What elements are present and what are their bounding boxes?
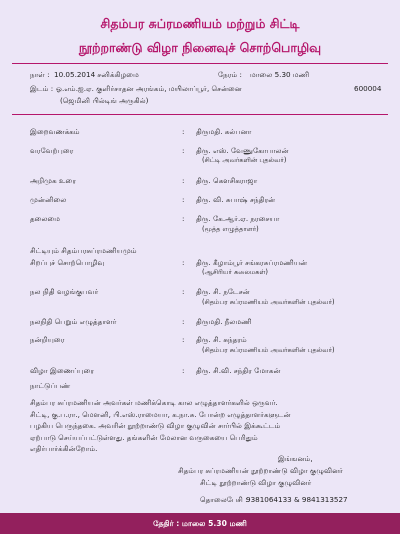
colon: :: [182, 287, 185, 296]
date-label: நாள் :: [30, 70, 50, 79]
role-presidency: தலைமை: [30, 214, 61, 223]
date-value: 10.05.2014 சனிக்கிழமை: [54, 70, 139, 79]
colon: :: [182, 366, 185, 375]
name-fund-giver: திரு. சி. நடேசன்: [196, 287, 250, 296]
role-vote-of-thanks: நன்றியுரை: [30, 335, 65, 344]
regards-text: இங்ஙனம்,: [278, 454, 313, 463]
note-fund-giver: (சிதம்பர சுப்ரமணியம் அவர்களின் புதல்வர்): [202, 298, 335, 306]
name-presidency: திரு. கே.ஆர்.ஏ. நரசையா: [196, 214, 280, 223]
name-vote-of-thanks: திரு. சி. சுந்தரம்: [196, 335, 247, 344]
colon: :: [182, 214, 185, 223]
role-fund-recipient: நலநிதி பெறும் எழுத்தாளர்: [30, 317, 117, 326]
name-invocation: திருமதி. கல்பனா: [196, 127, 252, 136]
note-vote-of-thanks: (சிதம்பர சுப்ரமணியம் அவர்களின் புதல்வர்): [202, 346, 335, 354]
title-line-1: சிதம்பர சுப்ரமணியம் மற்றும் சிட்டி: [100, 16, 300, 31]
phone-numbers: 9381064133 & 9841313527: [246, 495, 348, 504]
paragraph-line: பழகிய பெருந்தகை. அவரின் நூற்றாண்டு விழா குழுவின் சார்பில் இக்கூட்டம்: [30, 421, 281, 431]
venue-note: (ஜெமினி பில்டிங் அருகில்): [60, 96, 149, 105]
role-invocation: இறைவணக்கம்: [30, 127, 80, 136]
paragraph-line: சிதம்பர சுப்ரமணியன் அவர்கள் மணிக்கொடி கால எழுத்தாளர்களில் ஒருவர்.: [30, 398, 278, 407]
venue-pincode: 600004: [354, 84, 382, 93]
role-fund-giver: நல நிதி வழங்குபவர்: [30, 287, 99, 296]
paragraph-line: ஏற்பாடு செய்யப்பட்டுள்ளது. தங்களின் மேலான வருகையை பெரிதும்: [30, 432, 258, 442]
role-special-line1: சிட்டியும் சிதம்பரசுப்ரமணியமும்: [30, 246, 137, 255]
colon: :: [182, 146, 185, 155]
committee-line-1: சிதம்பர சுப்ரமணியன் நூற்றாண்டு விழா குழுவினர்: [178, 466, 343, 475]
time-label: நேரம் :: [218, 70, 242, 79]
footer-banner: தேதிர் : மாலை 5.30 மணி: [0, 513, 400, 534]
title-line-2: நூற்றாண்டு விழா நினைவுச் சொற்பொழிவு: [78, 40, 322, 55]
description-paragraph: [30, 397, 385, 455]
colon: :: [182, 176, 185, 185]
venue-label: இடம் :: [30, 84, 54, 93]
committee-line-2: சிட்டி நூற்றாண்டு விழா குழுவினர்: [200, 478, 312, 487]
colon: :: [182, 195, 185, 204]
colon: :: [182, 335, 185, 344]
colon: :: [182, 127, 185, 136]
note-special-lecture: (ஆசிரியர் கலைமகள்): [202, 268, 268, 276]
note-welcome: (சிட்டி அவர்களின் புதல்வர்): [202, 156, 287, 164]
role-introduction: அறிமுக உரை: [30, 176, 77, 185]
name-welcome: திரு. எஸ். வேணுகோபாலன்: [196, 146, 289, 155]
name-compere: திரு. சி.வி. சந்திர மோகன்: [196, 366, 281, 375]
colon: :: [182, 317, 185, 326]
name-fund-recipient: திருமதி. நீலமணி: [196, 317, 252, 326]
top-divider: [12, 63, 388, 64]
role-presence: முன்னிலை: [30, 195, 67, 204]
paragraph-line: சிட்டி, கு.ப.ரா., மௌனி, பி.எஸ்.ராமையா, க.நா.சு. போன்ற எழுத்தாளர்களுடன்: [30, 409, 291, 419]
name-introduction: திரு. கௌசிகராஜா: [196, 176, 258, 185]
name-special-lecture: திரு. கீழாம்பூர் சங்கரசுப்ரமணியன்: [196, 258, 308, 267]
phone-label: தொலைபேசி :: [200, 495, 248, 504]
mid-divider: [12, 114, 388, 115]
role-special-lecture: சிறப்புச் சொற்பொழிவு: [30, 258, 105, 267]
colon: :: [182, 258, 185, 267]
venue-value: ஓ.எம்.ஐ.ஏ. குளிர்சாதன அரங்கம், மயிலாப்பூர், சென்னை: [56, 84, 242, 93]
role-welcome: வரவேற்புரை: [30, 146, 74, 155]
name-presence: திரு. வி. சுபாஷ் சந்திரன்: [196, 195, 276, 204]
time-value: மாலை 5.30 மணி: [250, 70, 310, 79]
role-national-anthem: நாட்டுப்பண்: [30, 381, 71, 390]
role-compere: விழா இணைப்புரை: [30, 366, 95, 375]
note-presidency: (மூத்த எழுத்தாளர்): [202, 225, 259, 233]
paragraph-line: எதிர்பார்க்கின்றோம்.: [30, 444, 98, 454]
